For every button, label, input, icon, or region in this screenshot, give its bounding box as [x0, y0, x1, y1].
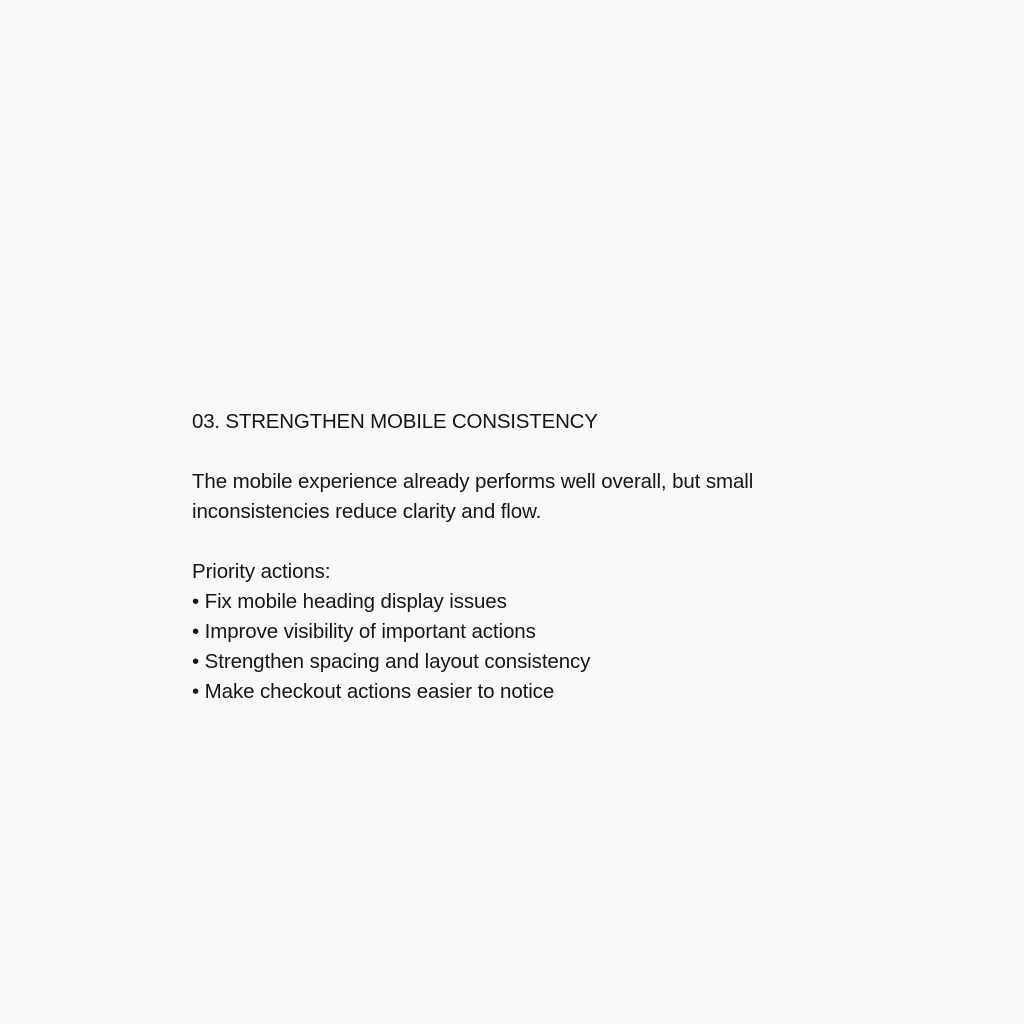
priority-action-item: • Make checkout actions easier to notice	[192, 680, 555, 703]
document-section	[192, 407, 832, 707]
priority-actions-list	[192, 587, 832, 707]
priority-action-item: • Improve visibility of important actions	[192, 620, 536, 643]
intro-paragraph-line: The mobile experience already performs well overall, but small	[192, 470, 754, 493]
priority-action-item: • Fix mobile heading display issues	[192, 590, 507, 613]
intro-paragraph-line: inconsistencies reduce clarity and flow.	[192, 500, 542, 523]
section-title: 03. STRENGTHEN MOBILE CONSISTENCY	[192, 410, 598, 433]
priority-action-item: • Strengthen spacing and layout consistency	[192, 650, 591, 673]
priority-actions-label: Priority actions:	[192, 560, 331, 583]
intro-paragraph	[192, 467, 832, 527]
